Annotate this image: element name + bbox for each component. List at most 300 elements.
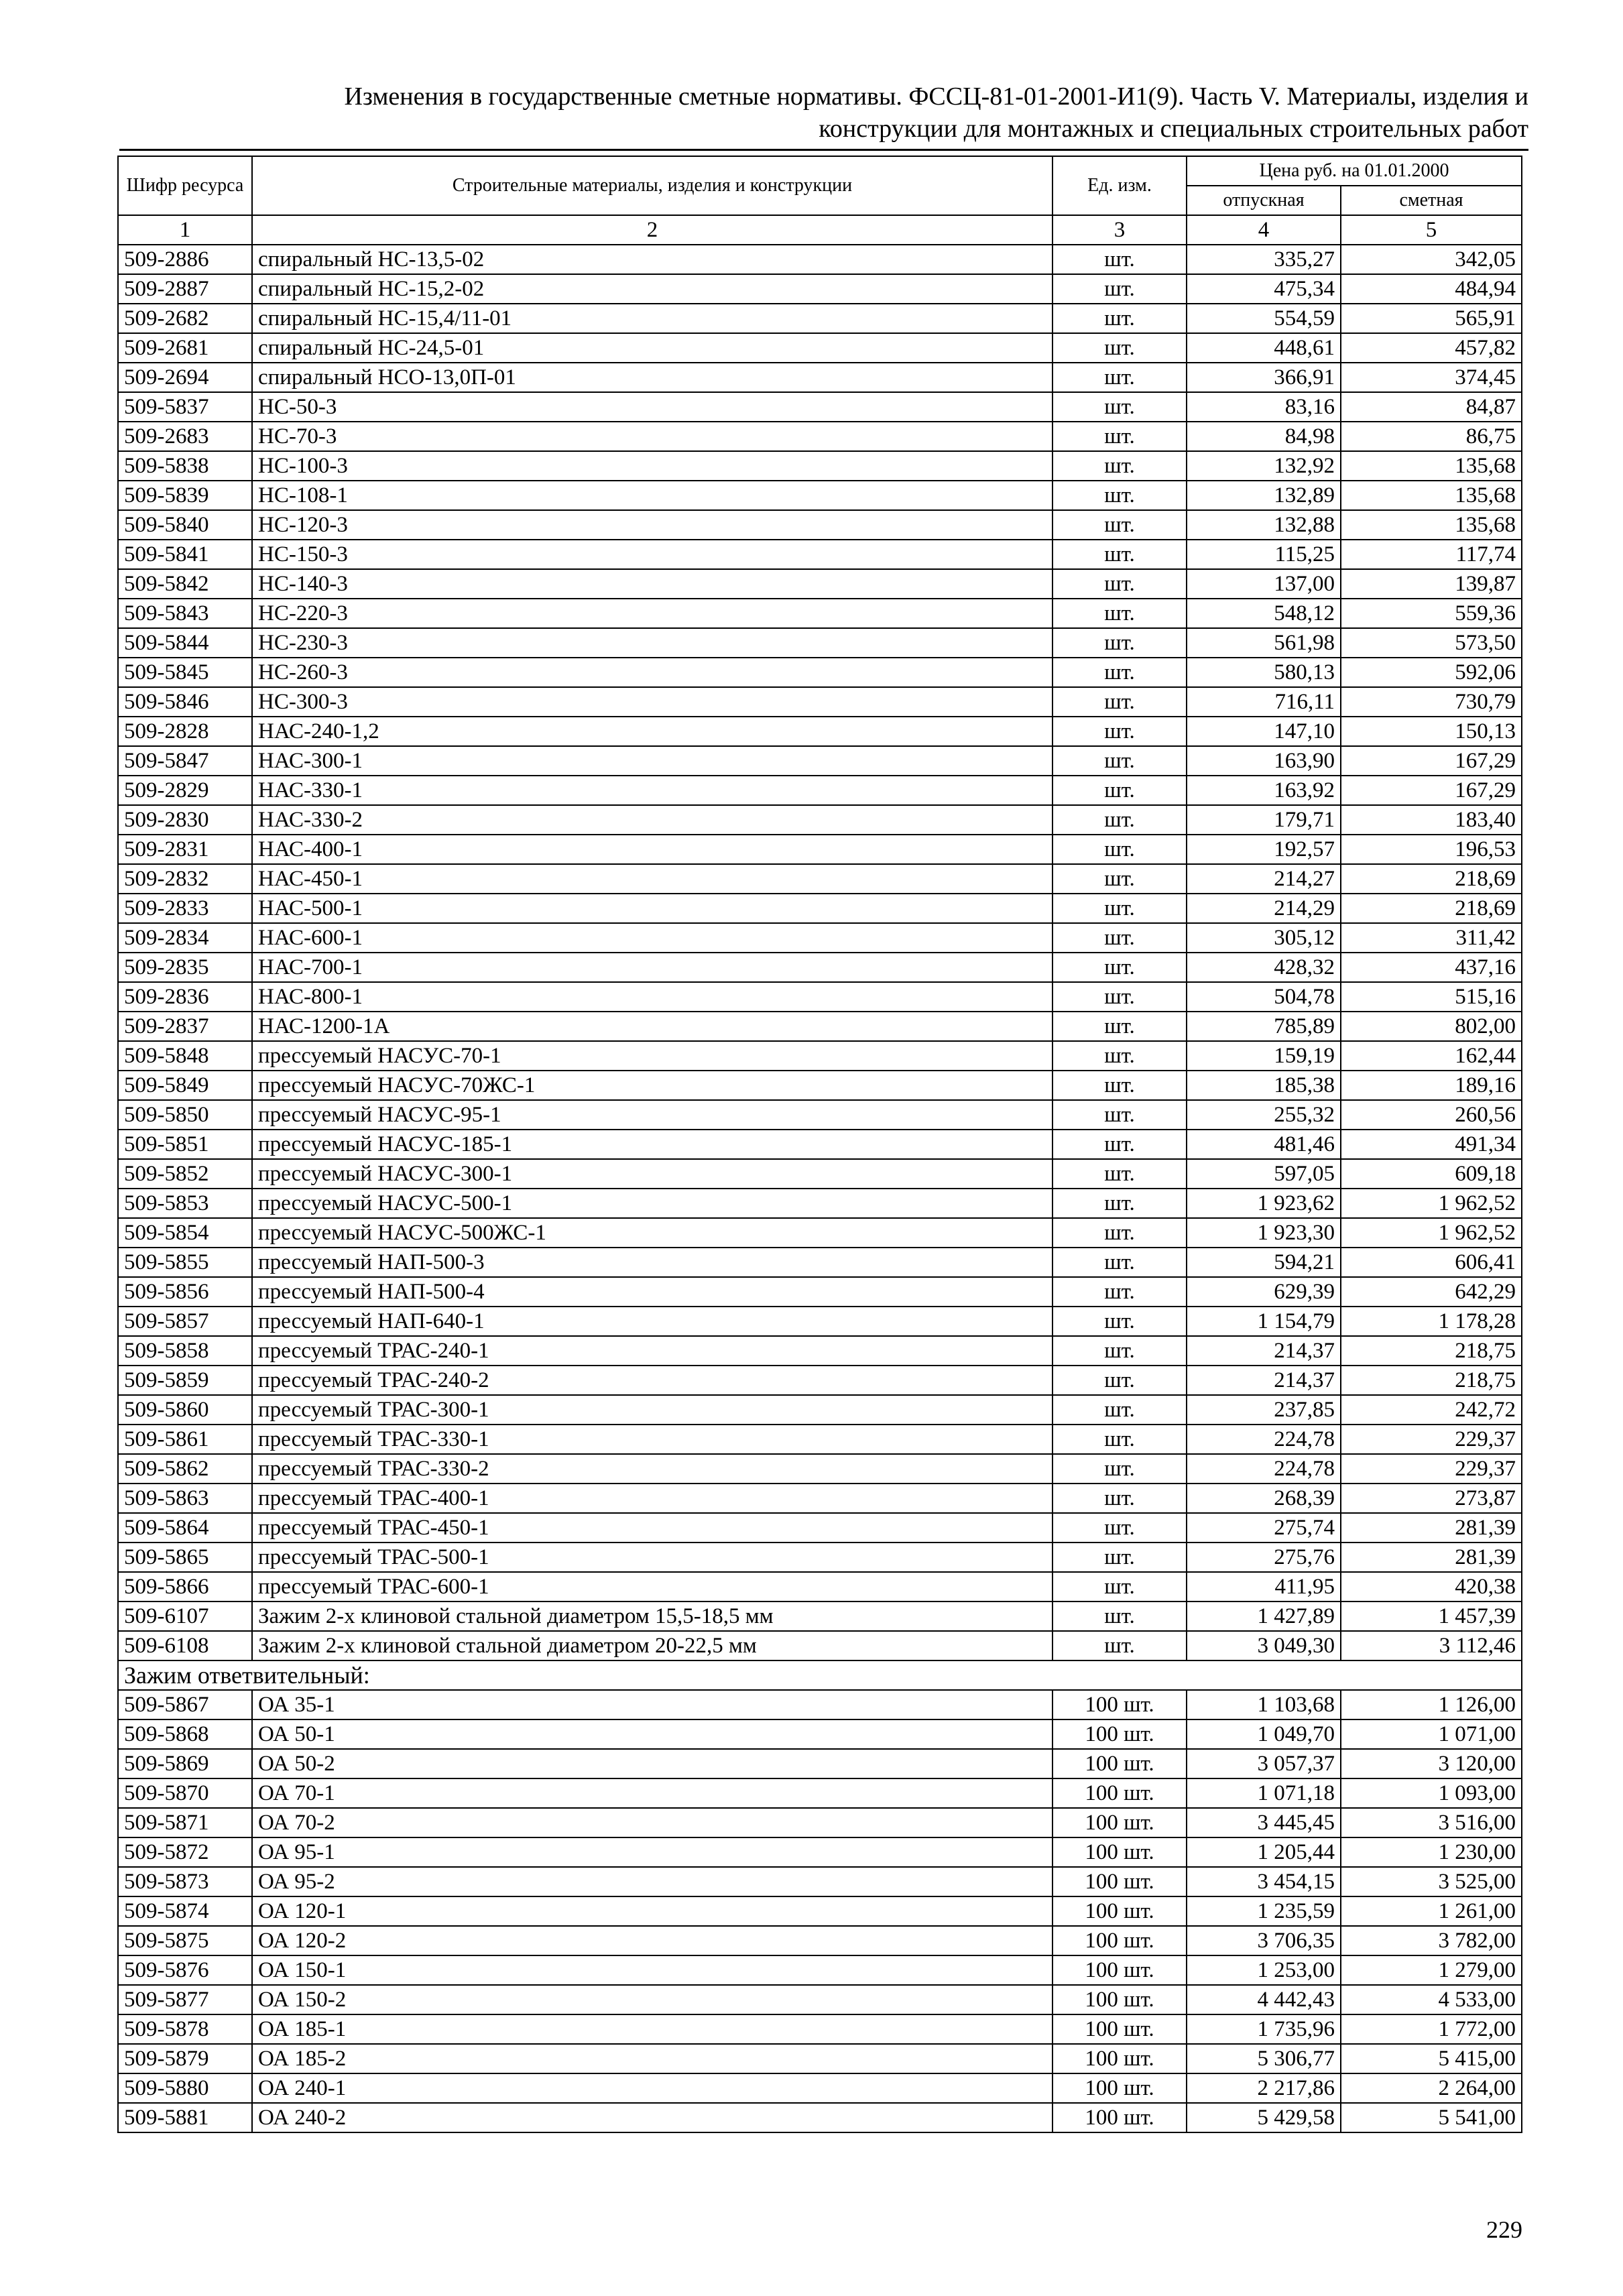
table-row: [118, 2073, 1522, 2103]
table-row: [118, 2014, 1522, 2044]
table-row: [118, 717, 1522, 746]
cell-code: 509-5878: [118, 2014, 252, 2044]
cell-code: 509-6108: [118, 1631, 252, 1660]
cell-release-price: 214,29: [1187, 894, 1341, 923]
cell-name: ОА 95-1: [252, 1837, 1053, 1867]
cell-release-price: 275,76: [1187, 1543, 1341, 1572]
table-row: [118, 245, 1522, 274]
cell-estimate-price: 242,72: [1341, 1395, 1522, 1425]
cell-estimate-price: 457,82: [1341, 333, 1522, 363]
header-line-2: конструкции для монтажных и специальных строительных работ: [819, 115, 1528, 143]
cell-code: 509-2837: [118, 1012, 252, 1041]
cell-unit: шт.: [1053, 717, 1187, 746]
cell-unit: шт.: [1053, 363, 1187, 392]
cell-code: 509-5857: [118, 1307, 252, 1336]
cell-name: прессуемый ТРАС-240-1: [252, 1336, 1053, 1366]
cell-release-price: 192,57: [1187, 835, 1341, 864]
table-row: [118, 1307, 1522, 1336]
cell-unit: шт.: [1053, 1012, 1187, 1041]
table-row: [118, 1778, 1522, 1808]
cell-estimate-price: 4 533,00: [1341, 1985, 1522, 2014]
table-row: [118, 1366, 1522, 1395]
cell-unit: 100 шт.: [1053, 1837, 1187, 1867]
cell-release-price: 561,98: [1187, 628, 1341, 658]
col-number-3: 3: [1053, 215, 1187, 245]
header-line-1: Изменения в государственные сметные нормативы. ФССЦ-81-01-2001-И1(9). Часть V. Материалы, изделия и: [344, 82, 1528, 111]
cell-unit: шт.: [1053, 481, 1187, 510]
cell-unit: шт.: [1053, 923, 1187, 953]
table-row: [118, 953, 1522, 982]
table-row: [118, 1955, 1522, 1985]
cell-code: 509-5863: [118, 1484, 252, 1513]
cell-unit: шт.: [1053, 1307, 1187, 1336]
cell-estimate-price: 802,00: [1341, 1012, 1522, 1041]
table-row: [118, 1690, 1522, 1719]
table-row: [118, 1100, 1522, 1130]
cell-estimate-price: 559,36: [1341, 599, 1522, 628]
cell-unit: шт.: [1053, 1543, 1187, 1572]
group-header: [118, 1660, 1522, 1690]
cell-code: 509-5868: [118, 1719, 252, 1749]
cell-name: ОА 120-1: [252, 1896, 1053, 1926]
col-number-2: 2: [252, 215, 1053, 245]
cell-estimate-price: 135,68: [1341, 510, 1522, 540]
cell-unit: 100 шт.: [1053, 1719, 1187, 1749]
cell-code: 509-2832: [118, 864, 252, 894]
cell-release-price: 163,90: [1187, 746, 1341, 776]
cell-unit: шт.: [1053, 1454, 1187, 1484]
cell-release-price: 548,12: [1187, 599, 1341, 628]
cell-name: прессуемый НАСУС-500-1: [252, 1189, 1053, 1218]
cell-code: 509-5874: [118, 1896, 252, 1926]
table-row: [118, 1454, 1522, 1484]
cell-unit: шт.: [1053, 746, 1187, 776]
cell-code: 509-5838: [118, 451, 252, 481]
cell-release-price: 5 306,77: [1187, 2044, 1341, 2073]
cell-code: 509-5867: [118, 1690, 252, 1719]
table-row: [118, 1395, 1522, 1425]
cell-code: 509-2694: [118, 363, 252, 392]
table-row: [118, 274, 1522, 304]
cell-estimate-price: 565,91: [1341, 304, 1522, 333]
cell-release-price: 785,89: [1187, 1012, 1341, 1041]
table-row: [118, 1425, 1522, 1454]
cell-code: 509-2682: [118, 304, 252, 333]
cell-estimate-price: 592,06: [1341, 658, 1522, 687]
col-number-1: 1: [118, 215, 252, 245]
cell-estimate-price: 281,39: [1341, 1513, 1522, 1543]
cell-estimate-price: 1 261,00: [1341, 1896, 1522, 1926]
cell-name: прессуемый ТРАС-450-1: [252, 1513, 1053, 1543]
cell-release-price: 163,92: [1187, 776, 1341, 805]
cell-release-price: 1 103,68: [1187, 1690, 1341, 1719]
cell-unit: 100 шт.: [1053, 2044, 1187, 2073]
cell-estimate-price: 642,29: [1341, 1277, 1522, 1307]
cell-unit: шт.: [1053, 540, 1187, 569]
cell-name: Зажим 2-х клиновой стальной диаметром 15,5-18,5 мм: [252, 1602, 1053, 1631]
cell-release-price: 159,19: [1187, 1041, 1341, 1071]
table-row: [118, 923, 1522, 953]
cell-release-price: 237,85: [1187, 1395, 1341, 1425]
table-row: [118, 1543, 1522, 1572]
col-number-5: 5: [1341, 215, 1522, 245]
table-row: [118, 982, 1522, 1012]
cell-unit: шт.: [1053, 569, 1187, 599]
cell-unit: шт.: [1053, 422, 1187, 451]
cell-unit: шт.: [1053, 1425, 1187, 1454]
cell-unit: 100 шт.: [1053, 1690, 1187, 1719]
cell-code: 509-5861: [118, 1425, 252, 1454]
table-row: [118, 1189, 1522, 1218]
page-header: [121, 80, 1528, 145]
table-row: [118, 422, 1522, 451]
cell-code: 509-5843: [118, 599, 252, 628]
cell-estimate-price: 1 962,52: [1341, 1189, 1522, 1218]
cell-name: ОА 70-2: [252, 1808, 1053, 1837]
cell-code: 509-5866: [118, 1572, 252, 1602]
cell-unit: шт.: [1053, 1395, 1187, 1425]
table-row: [118, 304, 1522, 333]
cell-name: прессуемый ТРАС-330-2: [252, 1454, 1053, 1484]
cell-code: 509-2886: [118, 245, 252, 274]
col-estimate-header: сметная: [1341, 186, 1522, 215]
table-row: [118, 1248, 1522, 1277]
cell-release-price: 185,38: [1187, 1071, 1341, 1100]
col-unit-header: Ед. изм.: [1053, 156, 1187, 215]
cell-unit: шт.: [1053, 1218, 1187, 1248]
cell-name: НС-140-3: [252, 569, 1053, 599]
col-price-header: Цена руб. на 01.01.2000: [1187, 156, 1522, 186]
cell-name: прессуемый ТРАС-330-1: [252, 1425, 1053, 1454]
table-row: [118, 1277, 1522, 1307]
cell-code: 509-5865: [118, 1543, 252, 1572]
cell-unit: шт.: [1053, 864, 1187, 894]
cell-code: 509-5850: [118, 1100, 252, 1130]
cell-estimate-price: 1 457,39: [1341, 1602, 1522, 1631]
cell-unit: шт.: [1053, 1071, 1187, 1100]
cell-code: 509-2834: [118, 923, 252, 953]
cell-release-price: 224,78: [1187, 1454, 1341, 1484]
cell-name: ОА 35-1: [252, 1690, 1053, 1719]
table-row: [118, 451, 1522, 481]
cell-release-price: 1 049,70: [1187, 1719, 1341, 1749]
cell-estimate-price: 730,79: [1341, 687, 1522, 717]
table-row: [118, 1896, 1522, 1926]
cell-code: 509-5849: [118, 1071, 252, 1100]
cell-release-price: 275,74: [1187, 1513, 1341, 1543]
table-row: [118, 569, 1522, 599]
cell-name: НАС-330-2: [252, 805, 1053, 835]
cell-estimate-price: 162,44: [1341, 1041, 1522, 1071]
cell-unit: шт.: [1053, 1336, 1187, 1366]
cell-unit: 100 шт.: [1053, 1955, 1187, 1985]
cell-code: 509-5864: [118, 1513, 252, 1543]
cell-unit: шт.: [1053, 451, 1187, 481]
cell-estimate-price: 374,45: [1341, 363, 1522, 392]
cell-name: НС-50-3: [252, 392, 1053, 422]
cell-unit: 100 шт.: [1053, 1867, 1187, 1896]
cell-code: 509-5880: [118, 2073, 252, 2103]
cell-unit: 100 шт.: [1053, 1778, 1187, 1808]
cell-estimate-price: 1 772,00: [1341, 2014, 1522, 2044]
cell-name: прессуемый НАСУС-185-1: [252, 1130, 1053, 1159]
cell-estimate-price: 1 962,52: [1341, 1218, 1522, 1248]
cell-release-price: 132,92: [1187, 451, 1341, 481]
cell-unit: шт.: [1053, 982, 1187, 1012]
cell-code: 509-5859: [118, 1366, 252, 1395]
cell-code: 509-5841: [118, 540, 252, 569]
cell-estimate-price: 117,74: [1341, 540, 1522, 569]
table-row: [118, 510, 1522, 540]
cell-release-price: 224,78: [1187, 1425, 1341, 1454]
cell-name: прессуемый НАСУС-70-1: [252, 1041, 1053, 1071]
table-row: [118, 1808, 1522, 1837]
cell-unit: 100 шт.: [1053, 1808, 1187, 1837]
table-row: [118, 1336, 1522, 1366]
col-number-4: 4: [1187, 215, 1341, 245]
table-row: [118, 1867, 1522, 1896]
cell-release-price: 335,27: [1187, 245, 1341, 274]
cell-unit: шт.: [1053, 687, 1187, 717]
cell-release-price: 132,88: [1187, 510, 1341, 540]
cell-name: спиральный НСО-13,0П-01: [252, 363, 1053, 392]
cell-release-price: 132,89: [1187, 481, 1341, 510]
cell-release-price: 481,46: [1187, 1130, 1341, 1159]
cell-name: НАС-300-1: [252, 746, 1053, 776]
cell-release-price: 1 427,89: [1187, 1602, 1341, 1631]
cell-unit: шт.: [1053, 304, 1187, 333]
table-row: [118, 1218, 1522, 1248]
cell-name: прессуемый НАП-500-4: [252, 1277, 1053, 1307]
cell-release-price: 3 706,35: [1187, 1926, 1341, 1955]
cell-name: прессуемый НАСУС-500ЖС-1: [252, 1218, 1053, 1248]
table-row: [118, 481, 1522, 510]
table-row: [118, 1926, 1522, 1955]
col-release-header: отпускная: [1187, 186, 1341, 215]
cell-release-price: 1 735,96: [1187, 2014, 1341, 2044]
cell-release-price: 3 454,15: [1187, 1867, 1341, 1896]
table-row: [118, 333, 1522, 363]
table-row: [118, 1837, 1522, 1867]
cell-estimate-price: 311,42: [1341, 923, 1522, 953]
col-code-header: Шифр ресурса: [118, 156, 252, 215]
cell-estimate-price: 3 120,00: [1341, 1749, 1522, 1778]
cell-name: ОА 185-2: [252, 2044, 1053, 2073]
cell-release-price: 255,32: [1187, 1100, 1341, 1130]
cell-estimate-price: 606,41: [1341, 1248, 1522, 1277]
cell-release-price: 5 429,58: [1187, 2103, 1341, 2132]
cell-release-price: 1 923,62: [1187, 1189, 1341, 1218]
cell-code: 509-5862: [118, 1454, 252, 1484]
cell-release-price: 179,71: [1187, 805, 1341, 835]
table-row: [118, 1631, 1522, 1660]
table-row: [118, 1484, 1522, 1513]
cell-unit: шт.: [1053, 1100, 1187, 1130]
cell-code: 509-5848: [118, 1041, 252, 1071]
table-body-main: [118, 245, 1522, 1660]
table-row: [118, 835, 1522, 864]
cell-name: спиральный НС-13,5-02: [252, 245, 1053, 274]
price-table: [117, 156, 1522, 2133]
cell-release-price: 214,27: [1187, 864, 1341, 894]
cell-estimate-price: 491,34: [1341, 1130, 1522, 1159]
cell-unit: 100 шт.: [1053, 2014, 1187, 2044]
cell-release-price: 268,39: [1187, 1484, 1341, 1513]
cell-release-price: 1 154,79: [1187, 1307, 1341, 1336]
cell-estimate-price: 573,50: [1341, 628, 1522, 658]
cell-estimate-price: 1 126,00: [1341, 1690, 1522, 1719]
cell-name: Зажим 2-х клиновой стальной диаметром 20-22,5 мм: [252, 1631, 1053, 1660]
cell-code: 509-5852: [118, 1159, 252, 1189]
cell-unit: шт.: [1053, 1602, 1187, 1631]
cell-name: ОА 120-2: [252, 1926, 1053, 1955]
cell-release-price: 3 057,37: [1187, 1749, 1341, 1778]
table-row: [118, 1985, 1522, 2014]
cell-unit: шт.: [1053, 1366, 1187, 1395]
cell-unit: шт.: [1053, 1484, 1187, 1513]
table-row: [118, 599, 1522, 628]
cell-code: 509-2830: [118, 805, 252, 835]
table-row: [118, 392, 1522, 422]
cell-name: ОА 50-1: [252, 1719, 1053, 1749]
cell-release-price: 716,11: [1187, 687, 1341, 717]
cell-name: прессуемый НАСУС-300-1: [252, 1159, 1053, 1189]
cell-name: ОА 50-2: [252, 1749, 1053, 1778]
table-row: [118, 1041, 1522, 1071]
cell-name: ОА 150-1: [252, 1955, 1053, 1985]
cell-estimate-price: 515,16: [1341, 982, 1522, 1012]
cell-release-price: 1 071,18: [1187, 1778, 1341, 1808]
cell-unit: 100 шт.: [1053, 2103, 1187, 2132]
cell-estimate-price: 86,75: [1341, 422, 1522, 451]
cell-name: НС-300-3: [252, 687, 1053, 717]
cell-estimate-price: 84,87: [1341, 392, 1522, 422]
cell-unit: шт.: [1053, 1513, 1187, 1543]
cell-estimate-price: 139,87: [1341, 569, 1522, 599]
cell-unit: шт.: [1053, 274, 1187, 304]
cell-name: ОА 150-2: [252, 1985, 1053, 2014]
cell-code: 509-5860: [118, 1395, 252, 1425]
cell-name: спиральный НС-15,2-02: [252, 274, 1053, 304]
cell-code: 509-2836: [118, 982, 252, 1012]
cell-release-price: 428,32: [1187, 953, 1341, 982]
cell-name: НАС-330-1: [252, 776, 1053, 805]
table-row: [118, 894, 1522, 923]
cell-code: 509-5873: [118, 1867, 252, 1896]
cell-name: НАС-800-1: [252, 982, 1053, 1012]
cell-release-price: 4 442,43: [1187, 1985, 1341, 2014]
header-rule: [119, 149, 1528, 151]
cell-estimate-price: 229,37: [1341, 1454, 1522, 1484]
cell-release-price: 3 445,45: [1187, 1808, 1341, 1837]
cell-code: 509-5853: [118, 1189, 252, 1218]
table-row: [118, 776, 1522, 805]
cell-estimate-price: 5 415,00: [1341, 2044, 1522, 2073]
cell-release-price: 305,12: [1187, 923, 1341, 953]
cell-name: НС-260-3: [252, 658, 1053, 687]
cell-estimate-price: 1 178,28: [1341, 1307, 1522, 1336]
cell-release-price: 504,78: [1187, 982, 1341, 1012]
cell-code: 509-5872: [118, 1837, 252, 1867]
cell-unit: шт.: [1053, 245, 1187, 274]
cell-estimate-price: 229,37: [1341, 1425, 1522, 1454]
cell-release-price: 475,34: [1187, 274, 1341, 304]
group-label: Зажим ответвительный:: [118, 1660, 1522, 1690]
cell-name: ОА 70-1: [252, 1778, 1053, 1808]
cell-estimate-price: 1 230,00: [1341, 1837, 1522, 1867]
cell-code: 509-5858: [118, 1336, 252, 1366]
cell-estimate-price: 609,18: [1341, 1159, 1522, 1189]
cell-name: прессуемый ТРАС-600-1: [252, 1572, 1053, 1602]
cell-estimate-price: 218,75: [1341, 1336, 1522, 1366]
cell-code: 509-2681: [118, 333, 252, 363]
cell-estimate-price: 167,29: [1341, 746, 1522, 776]
cell-name: прессуемый ТРАС-400-1: [252, 1484, 1053, 1513]
cell-code: 509-5881: [118, 2103, 252, 2132]
cell-unit: шт.: [1053, 1159, 1187, 1189]
cell-estimate-price: 3 782,00: [1341, 1926, 1522, 1955]
table-row: [118, 1749, 1522, 1778]
cell-code: 509-2683: [118, 422, 252, 451]
cell-estimate-price: 1 279,00: [1341, 1955, 1522, 1985]
cell-estimate-price: 218,69: [1341, 864, 1522, 894]
cell-release-price: 115,25: [1187, 540, 1341, 569]
cell-unit: шт.: [1053, 1631, 1187, 1660]
cell-name: НАС-700-1: [252, 953, 1053, 982]
cell-code: 509-6107: [118, 1602, 252, 1631]
cell-name: НАС-400-1: [252, 835, 1053, 864]
cell-release-price: 1 235,59: [1187, 1896, 1341, 1926]
table-row: [118, 1513, 1522, 1543]
cell-name: НАС-240-1,2: [252, 717, 1053, 746]
table-row: [118, 1572, 1522, 1602]
cell-unit: шт.: [1053, 776, 1187, 805]
cell-name: прессуемый ТРАС-500-1: [252, 1543, 1053, 1572]
cell-estimate-price: 3 525,00: [1341, 1867, 1522, 1896]
cell-release-price: 597,05: [1187, 1159, 1341, 1189]
cell-unit: шт.: [1053, 510, 1187, 540]
cell-estimate-price: 281,39: [1341, 1543, 1522, 1572]
cell-estimate-price: 2 264,00: [1341, 2073, 1522, 2103]
cell-estimate-price: 342,05: [1341, 245, 1522, 274]
cell-release-price: 580,13: [1187, 658, 1341, 687]
page-number: 229: [1486, 2216, 1522, 2243]
cell-release-price: 366,91: [1187, 363, 1341, 392]
cell-code: 509-2831: [118, 835, 252, 864]
cell-code: 509-2887: [118, 274, 252, 304]
cell-unit: шт.: [1053, 1130, 1187, 1159]
table-row: [118, 1602, 1522, 1631]
cell-release-price: 137,00: [1187, 569, 1341, 599]
cell-estimate-price: 218,75: [1341, 1366, 1522, 1395]
table-row: [118, 2044, 1522, 2073]
table-row: [118, 658, 1522, 687]
cell-name: прессуемый НАСУС-95-1: [252, 1100, 1053, 1130]
table-row: [118, 1719, 1522, 1749]
cell-name: прессуемый НАП-640-1: [252, 1307, 1053, 1336]
cell-name: НС-230-3: [252, 628, 1053, 658]
cell-code: 509-5869: [118, 1749, 252, 1778]
cell-estimate-price: 183,40: [1341, 805, 1522, 835]
cell-unit: шт.: [1053, 599, 1187, 628]
cell-name: НАС-500-1: [252, 894, 1053, 923]
cell-code: 509-5851: [118, 1130, 252, 1159]
cell-code: 509-5845: [118, 658, 252, 687]
cell-code: 509-5871: [118, 1808, 252, 1837]
cell-name: прессуемый ТРАС-240-2: [252, 1366, 1053, 1395]
cell-unit: шт.: [1053, 392, 1187, 422]
cell-name: НС-120-3: [252, 510, 1053, 540]
